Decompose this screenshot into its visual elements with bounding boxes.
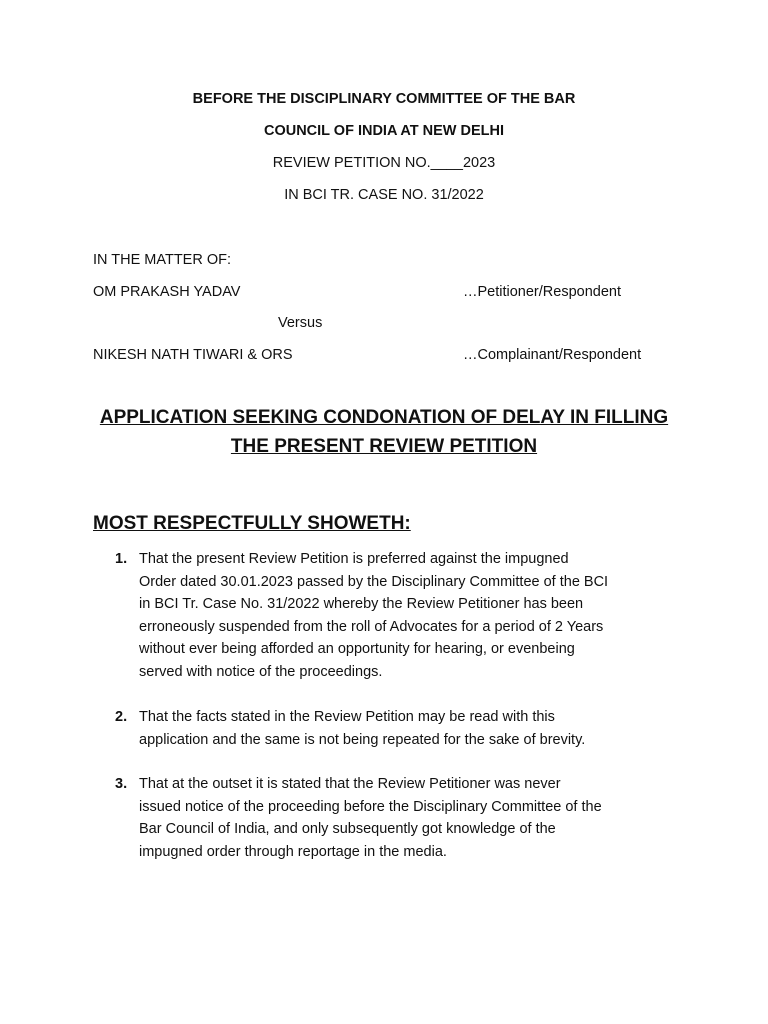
showeth-heading: MOST RESPECTFULLY SHOWETH:	[93, 513, 411, 534]
petitioner-name: OM PRAKASH YADAV	[93, 284, 241, 300]
paragraph-line: That the present Review Petition is preferred against the impugned	[139, 551, 569, 567]
versus-label: Versus	[278, 315, 323, 331]
complainant-role: …Complainant/Respondent	[463, 347, 642, 363]
paragraph-line: application and the same is not being repeated for the sake of brevity.	[139, 731, 586, 748]
paragraph-number: 2.	[115, 709, 128, 725]
paragraph-line: Order dated 30.01.2023 passed by the Disciplinary Committee of the BCI	[139, 573, 609, 590]
paragraph-line: erroneously suspended from the roll of Advocates for a period of 2 Years	[139, 618, 604, 635]
paragraph-line: That at the outset it is stated that the Review Petitioner was never	[139, 776, 561, 792]
paragraph-line: served with notice of the proceedings.	[139, 663, 383, 680]
petition-number: REVIEW PETITION NO.____2023	[272, 155, 496, 171]
application-title-line-1: APPLICATION SEEKING CONDONATION OF DELAY IN FILLING	[99, 407, 669, 428]
complainant-name: NIKESH NATH TIWARI & ORS	[93, 347, 293, 363]
paragraph-number: 3.	[115, 776, 128, 792]
paragraph-line: issued notice of the proceeding before the Disciplinary Committee of the	[139, 798, 602, 815]
paragraph-text	[139, 706, 679, 751]
matter-label: IN THE MATTER OF:	[93, 252, 232, 268]
paragraph-line: Bar Council of India, and only subsequently got knowledge of the	[139, 821, 556, 837]
case-number: IN BCI TR. CASE NO. 31/2022	[284, 187, 484, 203]
paragraph-line: without ever being afforded an opportunity for hearing, or evenbeing	[139, 641, 575, 657]
paragraph-text	[139, 548, 679, 683]
paragraph-line: impugned order through reportage in the media.	[139, 843, 447, 860]
application-title-line-2: THE PRESENT REVIEW PETITION	[230, 436, 538, 457]
court-header-line-2: COUNCIL OF INDIA AT NEW DELHI	[263, 123, 505, 139]
paragraph-text	[139, 773, 679, 863]
paragraph-number: 1.	[115, 551, 128, 567]
paragraph-line: in BCI Tr. Case No. 31/2022 whereby the Review Petitioner has been	[139, 596, 584, 612]
paragraph-line: That the facts stated in the Review Petition may be read with this	[139, 709, 555, 725]
court-header-line-1: BEFORE THE DISCIPLINARY COMMITTEE OF THE BAR	[192, 91, 576, 107]
petitioner-role: …Petitioner/Respondent	[463, 284, 621, 300]
